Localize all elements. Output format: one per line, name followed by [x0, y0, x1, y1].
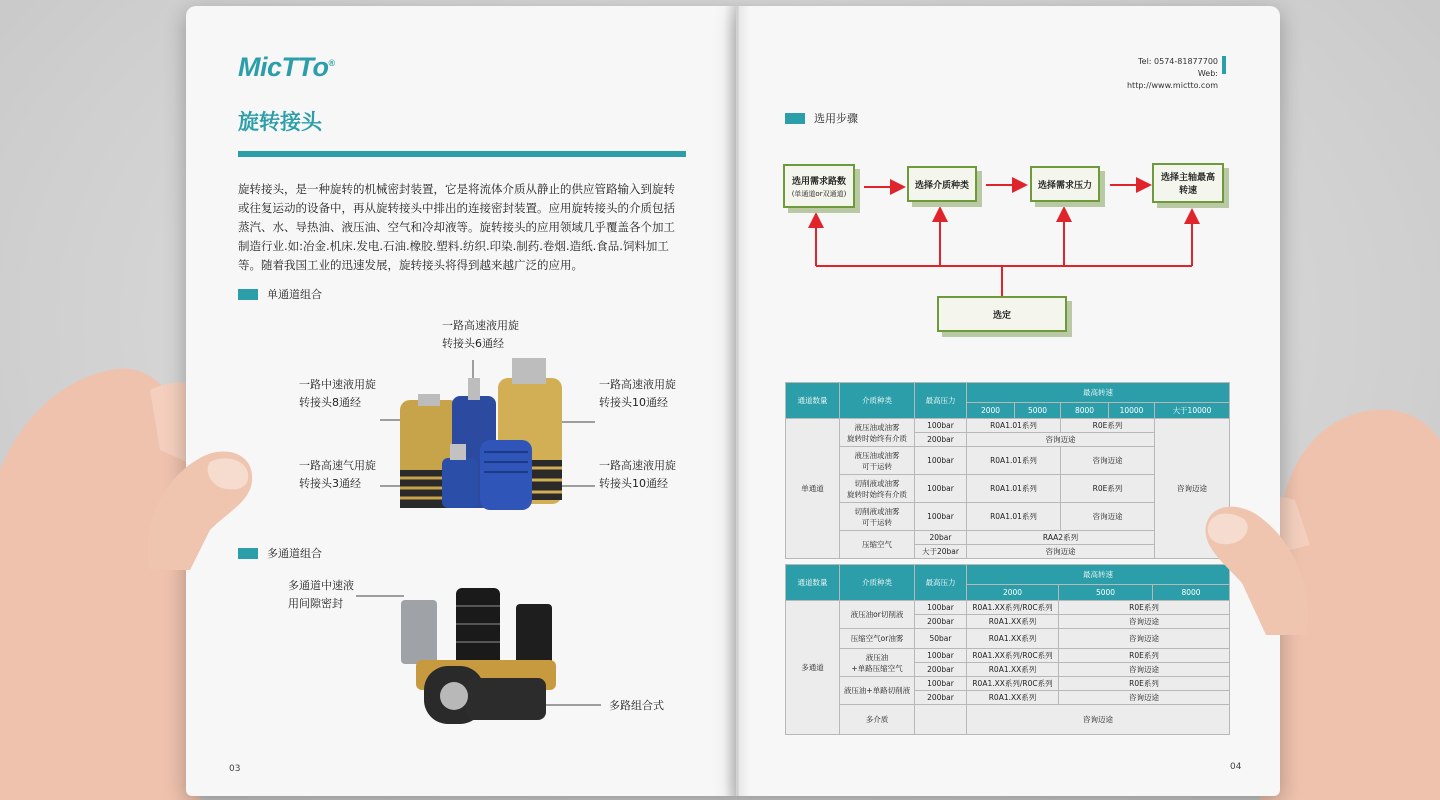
label-multi-channel: 多通道中速液 用间隙密封 — [288, 579, 354, 610]
flow-step-pressure: 选择需求压力 — [1030, 166, 1100, 202]
section-marker — [785, 113, 805, 124]
pressure-cell: 200bar — [915, 691, 967, 705]
pressure-cell: 200bar — [915, 433, 967, 447]
pressure-cell: 100bar — [915, 649, 967, 663]
intro-paragraph: 旋转接头，是一种旋转的机械密封装置，它是将流体介质从静止的供应管路输入到旋转或往复运动的设备中，再从旋转接头中排出的连接密封装置。应用旋转接头的介质包括蒸汽、水、导热油、液压油、空气和冷却液等。旋转接头的应用领域几乎覆盖各个加工制造行业.如:冶金.机床.发电.石油.橡胶.塑料.纺织.印染.制药.卷烟.造纸.食品.饲料加工等。随着我国工业的迅速发展，旋转接头将得到越来越广泛的应用。 — [238, 182, 675, 272]
pressure-cell: 100bar — [915, 475, 967, 503]
medium-cell: 液压油or切削液 — [840, 601, 915, 629]
section-heading-single — [238, 286, 322, 302]
result-cell: R0E系列 — [1061, 475, 1155, 503]
header-pressure: 最高压力 — [915, 565, 967, 601]
label-bottom-left: 一路高速气用旋 转接头3通经 — [299, 459, 376, 490]
contact-web: Web: http://www.mictto.com — [1126, 69, 1218, 90]
pressure-cell: 100bar — [915, 601, 967, 615]
result-cell: 咨询迈途 — [1155, 419, 1230, 559]
single-channel-spec-table — [785, 382, 1230, 559]
medium-cell: 压缩空气 — [840, 531, 915, 559]
result-cell: R0A1.XX系列 — [967, 663, 1059, 677]
pressure-cell — [915, 705, 967, 735]
result-cell: R0A1.XX系列/R0C系列 — [967, 649, 1059, 663]
header-speed: 最高转速 — [967, 565, 1230, 585]
medium-cell: 切削液或油雾 旋转时始终有介质 — [840, 475, 915, 503]
result-cell: R0A1.XX系列/R0C系列 — [967, 601, 1059, 615]
result-cell: 咨询迈途 — [1061, 447, 1155, 475]
contact-tel: Tel: 0574-81877700 — [1138, 57, 1218, 66]
result-cell: R0A1.XX系列 — [967, 691, 1059, 705]
speed-col: 10000 — [1109, 403, 1155, 419]
channel-cell: 多通道 — [786, 601, 840, 735]
medium-cell: 压缩空气or油雾 — [840, 629, 915, 649]
label-mid-left: 一路中速液用旋 转接头8通经 — [299, 378, 376, 409]
page-number-right: 04 — [1230, 762, 1242, 772]
contact-info — [1116, 56, 1218, 92]
result-cell: R0A1.XX系列 — [967, 629, 1059, 649]
medium-cell: 液压油 +单路压缩空气 — [840, 649, 915, 677]
label-mid-right: 一路高速液用旋 转接头10通经 — [599, 378, 676, 409]
result-cell: R0A1.XX系列 — [967, 615, 1059, 629]
result-cell: R0E系列 — [1061, 419, 1155, 433]
result-cell: R0A1.01系列 — [967, 419, 1061, 433]
header-pressure: 最高压力 — [915, 383, 967, 419]
title-rule — [238, 151, 686, 157]
multi-channel-products-image — [356, 580, 606, 740]
medium-cell: 多介质 — [840, 705, 915, 735]
speed-col: 5000 — [1015, 403, 1061, 419]
result-cell: 咨询迈途 — [1059, 615, 1230, 629]
page-number-left: 03 — [229, 764, 241, 774]
flow-step-speed: 选择主轴最高 转速 — [1152, 163, 1224, 203]
flow-step-medium: 选择介质种类 — [907, 166, 977, 202]
section-label: 单通道组合 — [267, 288, 322, 301]
section-marker — [238, 289, 258, 300]
speed-col: 2000 — [967, 403, 1015, 419]
speed-col: 5000 — [1059, 585, 1153, 601]
result-cell: 咨询迈途 — [1059, 663, 1230, 677]
result-cell: R0E系列 — [1059, 601, 1230, 615]
medium-cell: 液压油或油雾 可干运转 — [840, 447, 915, 475]
result-cell: 咨询迈途 — [967, 545, 1155, 559]
pressure-cell: 大于20bar — [915, 545, 967, 559]
page-title: 旋转接头 — [238, 110, 322, 134]
flow-step-channels: 选用需求路数 (单通道or双通道) — [783, 164, 855, 208]
channel-cell: 单通道 — [786, 419, 840, 559]
right-thumb — [1196, 485, 1316, 635]
section-label: 多通道组合 — [267, 547, 322, 560]
medium-cell: 液压油+单路切削液 — [840, 677, 915, 705]
label-top: 一路高速液用旋 转接头6通经 — [442, 319, 519, 350]
speed-col: 大于10000 — [1155, 403, 1230, 419]
result-cell: 咨询迈途 — [1059, 629, 1230, 649]
result-cell: R0E系列 — [1059, 677, 1230, 691]
medium-cell: 液压油或油雾 旋转时始终有介质 — [840, 419, 915, 447]
result-cell: 咨询迈途 — [967, 433, 1155, 447]
flow-final-select: 选定 — [937, 296, 1067, 332]
result-cell: RAA2系列 — [967, 531, 1155, 545]
header-speed: 最高转速 — [967, 383, 1230, 403]
result-cell: 咨询迈途 — [1059, 691, 1230, 705]
header-medium: 介质种类 — [840, 565, 915, 601]
speed-col: 2000 — [967, 585, 1059, 601]
result-cell: 咨询迈途 — [1061, 503, 1155, 531]
label-combination: 多路组合式 — [609, 699, 664, 712]
multi-channel-spec-table — [785, 564, 1230, 735]
section-label: 选用步骤 — [814, 112, 858, 125]
pressure-cell: 100bar — [915, 677, 967, 691]
result-cell: R0E系列 — [1059, 649, 1230, 663]
speed-col: 8000 — [1061, 403, 1109, 419]
result-cell: R0A1.01系列 — [967, 447, 1061, 475]
result-cell: 咨询迈途 — [967, 705, 1230, 735]
header-channels: 通道数量 — [786, 565, 840, 601]
header-channels: 通道数量 — [786, 383, 840, 419]
speed-col: 8000 — [1153, 585, 1230, 601]
result-cell: R0A1.01系列 — [967, 503, 1061, 531]
contact-accent-bar — [1222, 56, 1226, 74]
medium-cell: 切削液或油雾 可干运转 — [840, 503, 915, 531]
result-cell: R0A1.XX系列/R0C系列 — [967, 677, 1059, 691]
label-bottom-right: 一路高速液用旋 转接头10通经 — [599, 459, 676, 490]
brand-logo: MicTTo® — [238, 52, 335, 82]
result-cell: R0A1.01系列 — [967, 475, 1061, 503]
left-thumb — [140, 430, 260, 570]
pressure-cell: 20bar — [915, 531, 967, 545]
pressure-cell: 200bar — [915, 663, 967, 677]
single-channel-products-image — [380, 340, 610, 530]
section-heading-steps — [785, 110, 858, 126]
pressure-cell: 100bar — [915, 503, 967, 531]
pressure-cell: 100bar — [915, 447, 967, 475]
pressure-cell: 50bar — [915, 629, 967, 649]
pressure-cell: 200bar — [915, 615, 967, 629]
header-medium: 介质种类 — [840, 383, 915, 419]
pressure-cell: 100bar — [915, 419, 967, 433]
